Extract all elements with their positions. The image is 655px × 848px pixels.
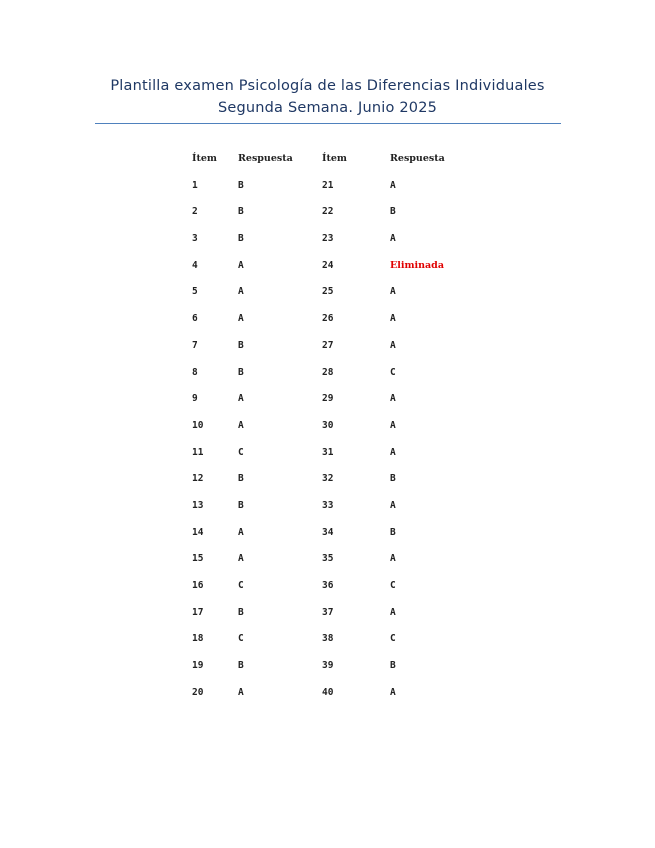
table-row — [192, 524, 492, 551]
answer: A — [390, 313, 396, 325]
column-header-response-a: Respuesta — [238, 153, 293, 164]
item-number: 24 — [322, 259, 334, 271]
item-number: 32 — [322, 473, 334, 485]
table-row — [192, 577, 492, 604]
item-number: 19 — [192, 660, 204, 672]
item-number: 2 — [192, 206, 198, 218]
item-number: 37 — [322, 606, 334, 618]
answer: A — [238, 686, 244, 698]
column-header-item-a: Ítem — [192, 153, 217, 164]
table-row — [192, 657, 492, 684]
table-row — [192, 230, 492, 257]
item-number: 7 — [192, 339, 198, 351]
table-row — [192, 470, 492, 497]
answer: Eliminada — [390, 259, 444, 271]
item-number: 12 — [192, 473, 204, 485]
table-row — [192, 203, 492, 230]
answer: C — [390, 580, 396, 591]
table-row — [192, 257, 492, 284]
item-number: 27 — [322, 339, 334, 351]
answer: A — [390, 446, 396, 458]
table-row — [192, 283, 492, 310]
answer: A — [390, 393, 396, 405]
item-number: 16 — [192, 580, 204, 591]
item-number: 30 — [322, 419, 334, 431]
table-row — [192, 177, 492, 204]
item-number: 17 — [192, 606, 204, 618]
item-number: 4 — [192, 259, 198, 271]
answer: B — [238, 366, 244, 378]
item-number: 10 — [192, 419, 204, 431]
item-number: 13 — [192, 499, 204, 511]
answer: C — [238, 633, 244, 645]
answer-key-table — [192, 150, 492, 710]
item-number: 34 — [322, 526, 334, 538]
answer: B — [390, 526, 396, 538]
item-number: 15 — [192, 553, 204, 565]
table-header-row — [192, 150, 492, 177]
table-row — [192, 444, 492, 471]
table-row — [192, 550, 492, 577]
item-number: 39 — [322, 660, 334, 672]
answer: A — [238, 526, 244, 538]
answer: A — [390, 419, 396, 431]
answer: A — [390, 606, 396, 618]
table-row — [192, 390, 492, 417]
item-number: 22 — [322, 206, 334, 218]
answer: A — [390, 339, 396, 351]
answer: B — [238, 499, 244, 511]
answer: B — [390, 660, 396, 672]
answer: A — [390, 499, 396, 511]
answer: B — [390, 473, 396, 485]
column-header-response-b: Respuesta — [390, 153, 445, 164]
document-subtitle: Segunda Semana. Junio 2025 — [217, 100, 438, 116]
answer: C — [390, 633, 396, 645]
answer: B — [390, 206, 396, 218]
answer: A — [390, 686, 396, 698]
answer: B — [238, 473, 244, 485]
column-header-item-b: Ítem — [322, 153, 347, 164]
answer: B — [238, 179, 244, 191]
answer: A — [238, 259, 244, 271]
item-number: 28 — [322, 366, 334, 378]
item-number: 18 — [192, 633, 204, 645]
answer: B — [238, 206, 244, 218]
answer: C — [238, 580, 244, 591]
item-number: 11 — [192, 446, 204, 458]
document-title: Plantilla examen Psicología de las Diferencias Individuales — [110, 78, 545, 94]
table-row — [192, 337, 492, 364]
answer: C — [238, 446, 244, 458]
answer: C — [390, 366, 396, 378]
table-row — [192, 364, 492, 391]
table-row — [192, 310, 492, 337]
item-number: 25 — [322, 286, 334, 298]
item-number: 20 — [192, 686, 204, 698]
item-number: 31 — [322, 446, 334, 458]
table-row — [192, 604, 492, 631]
item-number: 3 — [192, 233, 198, 245]
answer: A — [390, 553, 396, 565]
answer: B — [238, 339, 244, 351]
item-number: 21 — [322, 179, 334, 191]
item-number: 26 — [322, 313, 334, 325]
table-row — [192, 630, 492, 657]
item-number: 8 — [192, 366, 198, 378]
item-number: 40 — [322, 686, 334, 698]
answer: A — [390, 286, 396, 298]
item-number: 5 — [192, 286, 198, 298]
table-row — [192, 684, 492, 711]
answer: A — [390, 179, 396, 191]
answer: A — [238, 313, 244, 325]
item-number: 36 — [322, 580, 334, 591]
answer: A — [238, 286, 244, 298]
item-number: 6 — [192, 313, 198, 325]
item-number: 23 — [322, 233, 334, 245]
answer: B — [238, 660, 244, 672]
item-number: 35 — [322, 553, 334, 565]
title-divider — [95, 123, 561, 124]
answer: A — [238, 419, 244, 431]
answer: A — [390, 233, 396, 245]
item-number: 29 — [322, 393, 334, 405]
answer: A — [238, 393, 244, 405]
answer: B — [238, 233, 244, 245]
item-number: 1 — [192, 179, 198, 191]
table-body — [192, 177, 492, 711]
item-number: 14 — [192, 526, 204, 538]
item-number: 33 — [322, 499, 334, 511]
table-row — [192, 417, 492, 444]
table-row — [192, 497, 492, 524]
item-number: 9 — [192, 393, 198, 405]
answer: A — [238, 553, 244, 565]
answer: B — [238, 606, 244, 618]
item-number: 38 — [322, 633, 334, 645]
